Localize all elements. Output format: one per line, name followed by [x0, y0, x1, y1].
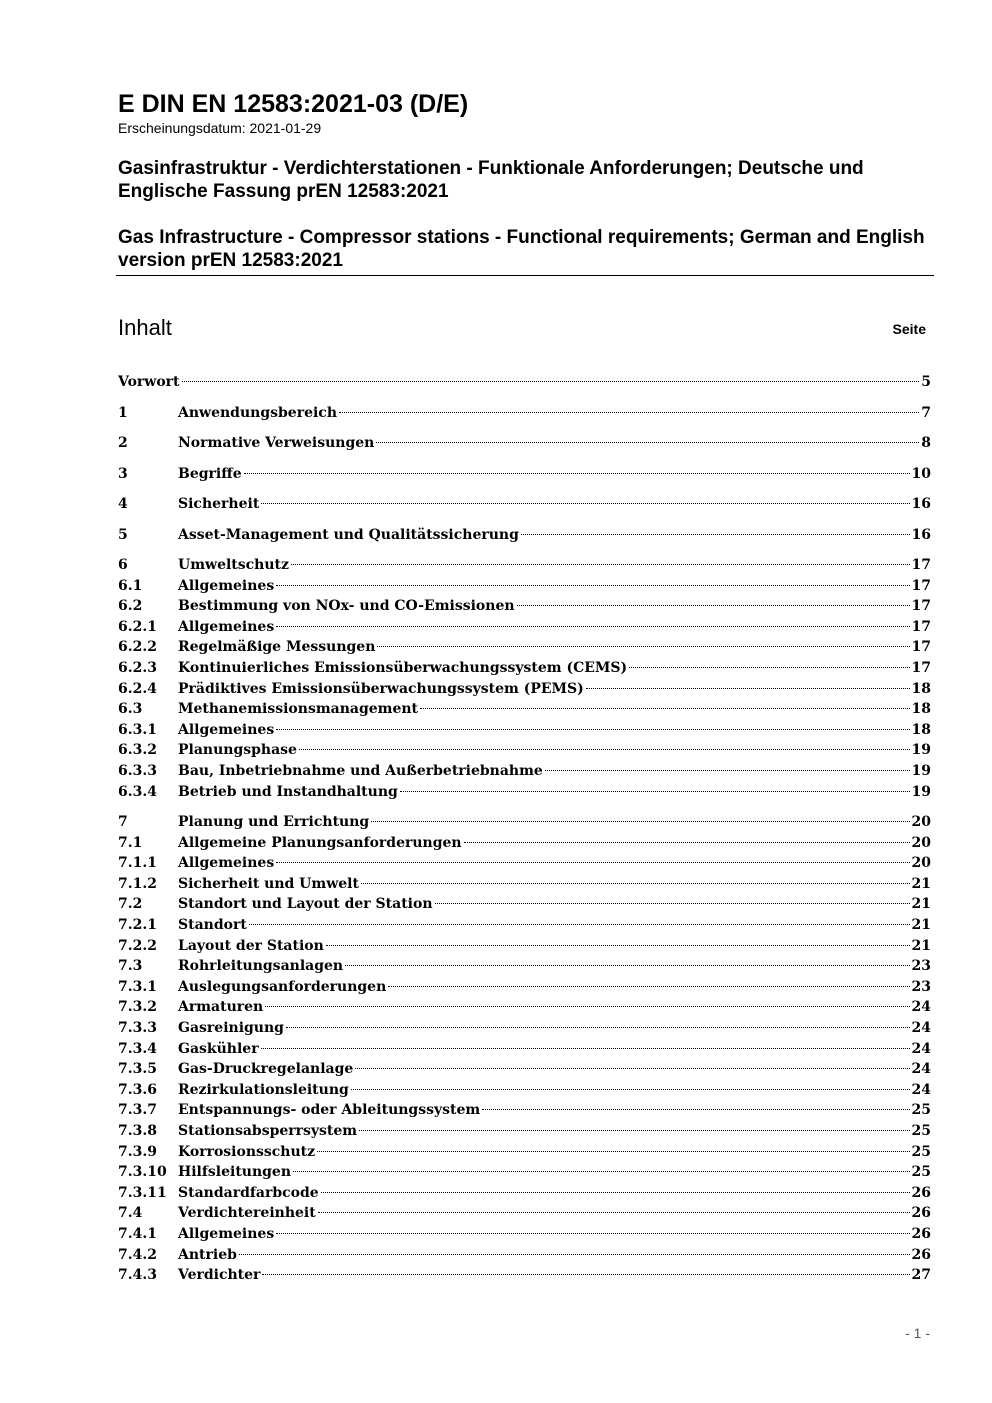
- toc-entry-number: 7.2.1: [118, 917, 157, 933]
- toc-entry-title: Verdichter: [178, 1267, 261, 1284]
- toc-entry[interactable]: [118, 1059, 931, 1080]
- title-german: Gasinfrastruktur - Verdichterstationen - Funktionale Anforderungen; Deutsche und Englische Fassung prEN 12583:2021: [118, 158, 864, 202]
- toc-entry-page: 18: [911, 721, 931, 738]
- toc-entry[interactable]: [118, 956, 931, 977]
- toc-leader-dots: [351, 1089, 910, 1090]
- toc-entry-title: Allgemeines: [178, 1225, 275, 1242]
- toc-entry-number: 7.3.4: [118, 1040, 157, 1057]
- toc-entry-title: Standardfarbcode: [178, 1184, 319, 1201]
- toc-entry-title: Prädiktives Emissionsüberwachungssystem (PEMS): [178, 680, 584, 697]
- toc-leader-dots: [420, 708, 909, 709]
- toc-entry[interactable]: [118, 576, 931, 597]
- toc-entry-page: 23: [911, 958, 931, 975]
- toc-entry-page: 20: [911, 814, 931, 831]
- toc-leader-dots: [376, 442, 919, 443]
- toc-entry-title: Gasreinigung: [178, 1019, 284, 1036]
- toc-entry-title: Entspannungs- oder Ableitungssystem: [178, 1102, 481, 1119]
- toc-entry[interactable]: [118, 494, 931, 525]
- toc-entry-number: 7.3.8: [118, 1122, 157, 1139]
- toc-entry[interactable]: [118, 977, 931, 998]
- toc-entry[interactable]: [118, 596, 931, 617]
- toc-leader-dots: [545, 770, 910, 771]
- toc-entry-page: 25: [911, 1164, 931, 1181]
- toc-entry-page: 21: [911, 875, 931, 892]
- toc-entry-page: 20: [911, 834, 931, 851]
- toc-leader-dots: [517, 605, 910, 606]
- toc-entry-page: 26: [911, 1225, 931, 1242]
- toc-leader-dots: [291, 564, 910, 565]
- toc-entry-page: 24: [911, 1061, 931, 1078]
- toc-entry-number: 7.3.1: [118, 978, 157, 995]
- toc-entry-page: 25: [911, 1143, 931, 1160]
- toc-entry-number: 7.4.2: [118, 1246, 157, 1263]
- toc-leader-dots: [276, 1233, 909, 1234]
- toc-leader-dots: [286, 1027, 910, 1028]
- toc-entry-page: 24: [911, 1019, 931, 1036]
- toc-entry-title: Begriffe: [178, 465, 242, 482]
- toc-entry-title: Rezirkulationsleitung: [178, 1081, 349, 1098]
- toc-entry-title: Betrieb und Instandhaltung: [178, 783, 398, 800]
- toc-leader-dots: [244, 473, 910, 474]
- toc-entry[interactable]: [118, 853, 931, 874]
- toc-entry-title: Asset-Management und Qualitätssicherung: [178, 526, 519, 543]
- toc-entry[interactable]: [118, 1245, 931, 1266]
- toc-entry[interactable]: [118, 833, 931, 854]
- toc-entry-number: 6.2.2: [118, 639, 157, 656]
- toc-entry[interactable]: [118, 525, 931, 556]
- toc-entry-title: Planung und Errichtung: [178, 814, 370, 831]
- toc-entry[interactable]: [118, 617, 931, 638]
- toc-entry-page: 27: [911, 1267, 931, 1284]
- toc-page-label: Seite: [892, 321, 926, 337]
- toc-entry[interactable]: [118, 761, 931, 782]
- toc-entry-page: 17: [911, 659, 931, 676]
- toc-entry[interactable]: [118, 372, 931, 403]
- toc-entry-number: 3: [118, 465, 128, 482]
- table-of-contents: [118, 372, 931, 1286]
- toc-leader-dots: [464, 842, 910, 843]
- toc-leader-dots: [482, 1109, 909, 1110]
- toc-entry-page: 24: [911, 1081, 931, 1098]
- toc-entry-title: Sicherheit: [178, 496, 260, 512]
- toc-entry[interactable]: [118, 1142, 931, 1163]
- toc-leader-dots: [521, 534, 910, 535]
- toc-entry[interactable]: [118, 1121, 931, 1142]
- toc-entry-page: 25: [911, 1102, 931, 1119]
- toc-entry[interactable]: [118, 699, 931, 720]
- toc-entry-title: Korrosionsschutz: [178, 1143, 316, 1160]
- title-english: Gas Infrastructure - Compressor stations - Functional requirements; German and English version prEN 12583:2021: [118, 227, 925, 271]
- toc-entry-page: 17: [911, 618, 931, 635]
- toc-entry-page: 17: [911, 639, 931, 656]
- toc-entry-page: 16: [911, 496, 931, 512]
- toc-entry-title: Auslegungsanforderungen: [178, 978, 387, 995]
- toc-heading: [118, 313, 926, 343]
- toc-leader-dots: [355, 1068, 909, 1069]
- toc-entry[interactable]: [118, 1203, 931, 1224]
- toc-entry[interactable]: [118, 1080, 931, 1101]
- toc-leader-dots: [249, 924, 910, 925]
- toc-entry-title: Umweltschutz: [178, 557, 289, 573]
- toc-entry-title: Gaskühler: [178, 1040, 259, 1057]
- toc-leader-dots: [262, 1274, 909, 1275]
- toc-entry[interactable]: [118, 1100, 931, 1121]
- toc-leader-dots: [361, 883, 910, 884]
- toc-leader-dots: [586, 688, 910, 689]
- toc-entry[interactable]: [118, 658, 931, 679]
- toc-leader-dots: [345, 965, 909, 966]
- document-id: E DIN EN 12583:2021-03 (D/E): [118, 90, 469, 118]
- toc-entry-number: 7.1.1: [118, 855, 157, 872]
- toc-entry-page: 26: [911, 1246, 931, 1263]
- toc-entry-page: 21: [911, 896, 931, 913]
- toc-entry-page: 24: [911, 1040, 931, 1057]
- toc-entry-page: 23: [911, 978, 931, 995]
- toc-entry-title: Bau, Inbetriebnahme und Außerbetriebnahme: [178, 762, 543, 779]
- toc-entry[interactable]: [118, 812, 931, 833]
- toc-entry-title: Vorwort: [118, 374, 180, 390]
- toc-leader-dots: [182, 381, 920, 382]
- toc-entry-page: 16: [911, 526, 931, 543]
- toc-entry[interactable]: [118, 433, 931, 464]
- toc-entry-page: 26: [911, 1205, 931, 1222]
- toc-entry[interactable]: [118, 1224, 931, 1245]
- toc-entry[interactable]: [118, 1162, 931, 1183]
- toc-entry-page: 24: [911, 999, 931, 1016]
- toc-leader-dots: [293, 1171, 910, 1172]
- toc-entry-page: 21: [911, 917, 931, 933]
- toc-leader-dots: [239, 1254, 910, 1255]
- toc-entry-title: Methanemissionsmanagement: [178, 701, 419, 718]
- toc-entry[interactable]: [118, 915, 931, 936]
- toc-leader-dots: [317, 1151, 909, 1152]
- toc-entry-title: Normative Verweisungen: [178, 435, 375, 451]
- toc-entry-title: Sicherheit und Umwelt: [178, 875, 359, 892]
- toc-entry-number: 7: [118, 814, 128, 831]
- toc-entry-page: 26: [911, 1184, 931, 1201]
- toc-leader-dots: [435, 903, 910, 904]
- header-divider: [116, 275, 934, 276]
- toc-entry[interactable]: [118, 1039, 931, 1060]
- toc-entry-number: 6.3.4: [118, 783, 157, 800]
- page-number: - 1 -: [905, 1325, 930, 1341]
- toc-leader-dots: [339, 412, 919, 413]
- toc-entry-number: 6.3: [118, 701, 143, 718]
- toc-entry-number: 6.3.2: [118, 742, 157, 759]
- publication-date: Erscheinungsdatum: 2021-01-29: [118, 120, 322, 136]
- toc-entry-number: 6: [118, 557, 128, 573]
- toc-entry-page: 19: [911, 783, 931, 800]
- toc-entry-page: 25: [911, 1122, 931, 1139]
- toc-entry-number: 7.4.3: [118, 1267, 157, 1284]
- toc-entry-title: Allgemeines: [178, 855, 275, 872]
- toc-entry[interactable]: [118, 679, 931, 700]
- toc-entry[interactable]: [118, 720, 931, 741]
- toc-entry-title: Kontinuierliches Emissionsüberwachungssystem (CEMS): [178, 659, 628, 676]
- toc-entry-page: 17: [911, 577, 931, 594]
- toc-entry-number: 6.2.3: [118, 659, 157, 676]
- toc-entry-number: 7.4.1: [118, 1225, 157, 1242]
- toc-entry-title: Antrieb: [178, 1246, 237, 1263]
- toc-entry-title: Standort: [178, 917, 247, 933]
- toc-entry-number: 6.2.4: [118, 680, 157, 697]
- toc-leader-dots: [326, 945, 910, 946]
- toc-entry-page: 5: [921, 374, 931, 390]
- toc-entry-page: 10: [911, 465, 931, 482]
- toc-leader-dots: [276, 729, 909, 730]
- toc-leader-dots: [276, 585, 909, 586]
- toc-entry[interactable]: [118, 1183, 931, 1204]
- toc-leader-dots: [318, 1212, 910, 1213]
- toc-entry-page: 19: [911, 742, 931, 759]
- toc-leader-dots: [276, 626, 909, 627]
- toc-entry[interactable]: [118, 464, 931, 495]
- toc-entry-number: 7.3.10: [118, 1164, 167, 1181]
- toc-entry-title: Planungsphase: [178, 742, 297, 759]
- document-header: [118, 88, 933, 272]
- toc-entry-number: 1: [118, 404, 128, 421]
- toc-entry-page: 8: [921, 435, 931, 451]
- toc-entry-number: 6.2: [118, 598, 143, 615]
- toc-entry-title: Allgemeines: [178, 618, 275, 635]
- toc-entry-title: Allgemeines: [178, 577, 275, 594]
- toc-entry-page: 7: [921, 404, 931, 421]
- toc-entry-number: 2: [118, 435, 128, 451]
- toc-leader-dots: [388, 986, 909, 987]
- toc-entry-number: 7.2: [118, 896, 143, 913]
- toc-entry-number: 7.3.6: [118, 1081, 157, 1098]
- toc-entry-number: 6.3.3: [118, 762, 157, 779]
- toc-entry-title: Anwendungsbereich: [178, 404, 337, 421]
- toc-entry[interactable]: [118, 637, 931, 658]
- toc-leader-dots: [261, 1048, 910, 1049]
- toc-entry-title: Stationsabsperrsystem: [178, 1122, 358, 1139]
- toc-entry-number: 7.3.2: [118, 999, 157, 1016]
- toc-entry[interactable]: [118, 403, 931, 434]
- toc-entry-number: 6.3.1: [118, 721, 157, 738]
- toc-entry[interactable]: [118, 740, 931, 761]
- toc-entry-number: 5: [118, 526, 128, 543]
- toc-entry-page: 18: [911, 680, 931, 697]
- toc-entry-title: Rohrleitungsanlagen: [178, 958, 344, 975]
- toc-entry[interactable]: [118, 894, 931, 915]
- toc-entry[interactable]: [118, 1265, 931, 1286]
- toc-entry-number: 6.2.1: [118, 618, 157, 635]
- toc-leader-dots: [276, 862, 909, 863]
- toc-entry-page: 19: [911, 762, 931, 779]
- toc-entry-page: 21: [911, 937, 931, 954]
- toc-entry-title: Hilfsleitungen: [178, 1164, 292, 1181]
- toc-leader-dots: [629, 667, 909, 668]
- toc-entry-number: 7.3: [118, 958, 143, 975]
- toc-leader-dots: [321, 1192, 910, 1193]
- toc-entry-title: Standort und Layout der Station: [178, 896, 433, 913]
- toc-entry-page: 17: [911, 557, 931, 573]
- toc-entry-page: 17: [911, 598, 931, 615]
- toc-entry-title: Allgemeines: [178, 721, 275, 738]
- toc-entry[interactable]: [118, 1018, 931, 1039]
- toc-entry-number: 7.4: [118, 1205, 143, 1222]
- toc-entry-title: Bestimmung von NOx- und CO-Emissionen: [178, 598, 515, 615]
- toc-entry-number: 7.3.7: [118, 1102, 157, 1119]
- toc-entry[interactable]: [118, 997, 931, 1018]
- toc-entry-title: Allgemeine Planungsanforderungen: [178, 834, 462, 851]
- toc-entry-number: 7.3.9: [118, 1143, 157, 1160]
- toc-entry[interactable]: [118, 874, 931, 895]
- toc-entry-number: 7.3.5: [118, 1061, 157, 1078]
- toc-title: Inhalt: [118, 315, 172, 340]
- toc-entry-number: 7.1: [118, 834, 143, 851]
- toc-entry-title: Regelmäßige Messungen: [178, 639, 376, 656]
- toc-leader-dots: [371, 821, 909, 822]
- toc-entry-number: 7.2.2: [118, 937, 157, 954]
- toc-entry-number: 7.3.3: [118, 1019, 157, 1036]
- toc-entry-number: 7.1.2: [118, 875, 157, 892]
- toc-entry-title: Gas-Druckregelanlage: [178, 1061, 354, 1078]
- toc-leader-dots: [261, 503, 909, 504]
- toc-entry-page: 18: [911, 701, 931, 718]
- toc-entry-title: Armaturen: [178, 999, 264, 1016]
- toc-entry[interactable]: [118, 782, 931, 813]
- toc-leader-dots: [359, 1130, 909, 1131]
- toc-entry[interactable]: [118, 555, 931, 576]
- toc-leader-dots: [299, 749, 910, 750]
- toc-entry-page: 20: [911, 855, 931, 872]
- toc-entry-number: 4: [118, 496, 128, 512]
- toc-entry-title: Layout der Station: [178, 937, 324, 954]
- toc-entry-title: Verdichtereinheit: [178, 1205, 316, 1222]
- toc-entry[interactable]: [118, 936, 931, 957]
- toc-entry-number: 7.3.11: [118, 1184, 167, 1201]
- toc-leader-dots: [377, 646, 909, 647]
- toc-leader-dots: [400, 791, 910, 792]
- toc-entry-number: 6.1: [118, 577, 143, 594]
- toc-leader-dots: [265, 1006, 909, 1007]
